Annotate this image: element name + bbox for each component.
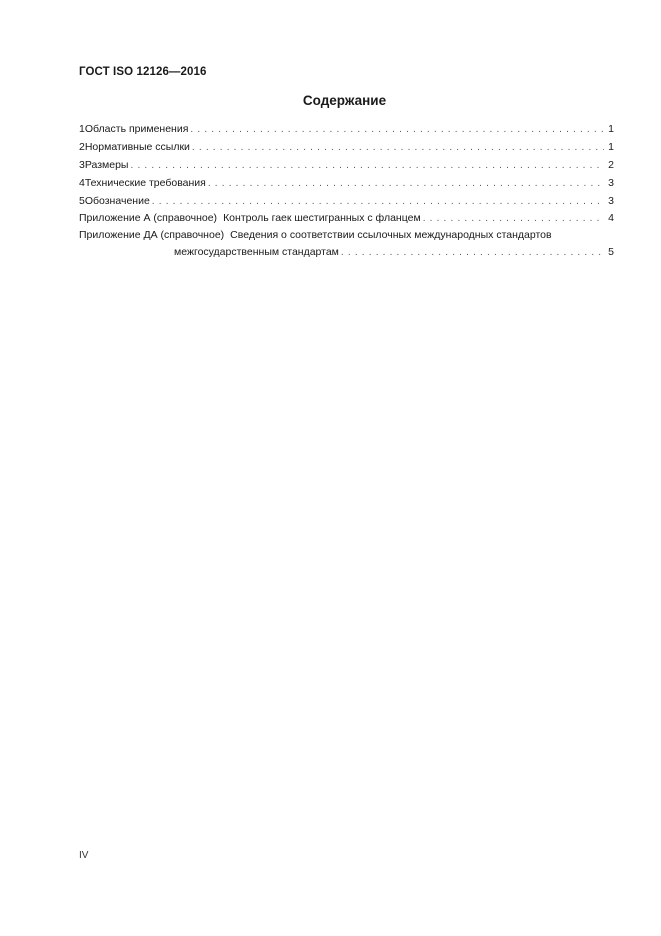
- appendix-label: Контроль гаек шестигранных с фланцем: [223, 212, 421, 224]
- toc-entry-number: 4: [79, 177, 85, 189]
- toc-entry-page: 1: [608, 123, 614, 135]
- toc-entry-1[interactable]: [79, 120, 614, 138]
- leader-dots: [130, 157, 604, 174]
- document-header: ГОСТ ISO 12126—2016: [79, 66, 207, 78]
- toc-entry-page: 3: [608, 195, 614, 207]
- toc-entry-number: 5: [79, 195, 85, 207]
- toc-entry-page: 2: [608, 159, 614, 171]
- table-of-contents: [79, 120, 614, 261]
- toc-appendix-a[interactable]: [79, 210, 614, 227]
- toc-entry-label: Обозначение: [84, 195, 150, 207]
- toc-entry-page: 3: [608, 177, 614, 189]
- toc-entry-5[interactable]: [79, 192, 614, 210]
- toc-entry-page: 4: [608, 212, 614, 224]
- appendix-label-continuation: межгосударственным стандартам: [174, 246, 339, 258]
- toc-entry-label: Технические требования: [84, 177, 206, 189]
- toc-entry-number: 1: [79, 123, 85, 135]
- toc-entry-3[interactable]: [79, 156, 614, 174]
- leader-dots: [208, 175, 604, 192]
- leader-dots: [341, 244, 604, 261]
- appendix-label: Сведения о соответствии ссылочных международных стандартов: [230, 229, 552, 241]
- toc-entry-2[interactable]: [79, 138, 614, 156]
- toc-title: Содержание: [302, 93, 387, 108]
- appendix-prefix: Приложение ДА (справочное): [79, 229, 225, 241]
- toc-entry-number: 3: [79, 159, 85, 171]
- toc-entry-label: Размеры: [84, 159, 129, 171]
- toc-appendix-da-continuation[interactable]: [79, 244, 614, 261]
- toc-entry-number: 2: [79, 141, 85, 153]
- toc-entry-4[interactable]: [79, 174, 614, 192]
- toc-appendix-da[interactable]: [79, 227, 614, 244]
- page-number: IV: [79, 850, 89, 861]
- leader-dots: [190, 121, 604, 138]
- toc-entry-page: 5: [608, 246, 614, 258]
- toc-entry-page: 1: [608, 141, 614, 153]
- leader-dots: [192, 139, 604, 156]
- appendix-prefix: Приложение А (справочное): [79, 212, 218, 224]
- leader-dots: [152, 193, 604, 210]
- toc-entry-label: Нормативные ссылки: [84, 141, 190, 153]
- leader-dots: [423, 210, 604, 227]
- toc-entry-label: Область применения: [84, 123, 189, 135]
